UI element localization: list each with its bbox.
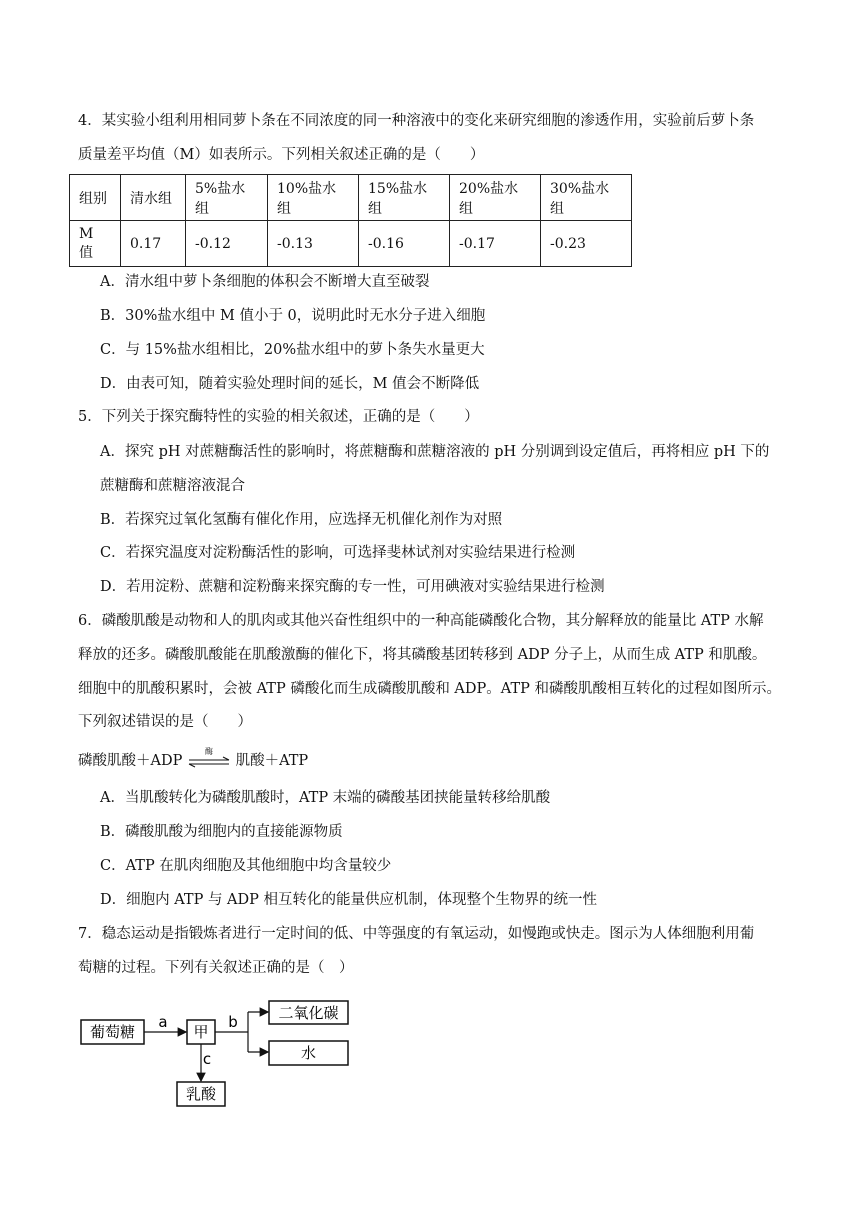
q6-stem-line3: 细胞中的肌酸积累时，会被 ATP 磷酸化而生成磷酸肌酸和 ADP。ATP 和磷酸肌酸相互转化的过程如图所示。 xyxy=(78,681,781,697)
q5-option-b: B．若探究过氧化氢酶有催化作用，应选择无机催化剂作为对照 xyxy=(100,512,503,528)
q4-option-a: A．清水组中萝卜条细胞的体积会不断增大直至破裂 xyxy=(100,274,430,290)
q4-option-c: C．与 15%盐水组相比，20%盐水组中的萝卜条失水量更大 xyxy=(100,342,485,358)
table-cell: M 值 xyxy=(70,221,121,267)
q6-option-c: C．ATP 在肌肉细胞及其他细胞中均含量较少 xyxy=(100,858,392,874)
table-cell: 组别 xyxy=(70,175,121,221)
label-b: b xyxy=(228,1013,238,1031)
q5-option-d: D．若用淀粉、蔗糖和淀粉酶来探究酶的专一性，可用碘液对实验结果进行检测 xyxy=(100,579,605,595)
equation-left: 磷酸肌酸＋ADP xyxy=(78,753,183,769)
q6-option-d: D．细胞内 ATP 与 ADP 相互转化的能量供应机制，体现整个生物界的统一性 xyxy=(100,892,598,908)
equation-right: 肌酸＋ATP xyxy=(235,753,309,769)
reversible-arrow-icon xyxy=(187,747,231,772)
table-cell: 0.17 xyxy=(121,221,186,267)
q5-option-a-line1: A．探究 pH 对蔗糖酶活性的影响时，将蔗糖酶和蔗糖溶液的 pH 分别调到设定值后，再将相应 pH 下的 xyxy=(100,444,770,460)
q4-data-table xyxy=(69,174,632,267)
label-c: c xyxy=(202,1050,212,1068)
q4-stem-line1: 4．某实验小组利用相同萝卜条在不同浓度的同一种溶液中的变化来研究细胞的渗透作用，实验前后萝卜条 xyxy=(78,113,755,129)
q5-option-c: C．若探究温度对淀粉酶活性的影响，可选择斐林试剂对实验结果进行检测 xyxy=(100,545,576,561)
q7-stem-line1: 7．稳态运动是指锻炼者进行一定时间的低、中等强度的有氧运动，如慢跑或快走。图示为人体细胞利用葡 xyxy=(78,926,755,942)
table-cell: 5%盐水组 xyxy=(186,175,268,221)
table-row xyxy=(70,221,632,267)
q6-reaction-equation xyxy=(78,747,309,772)
table-cell: -0.13 xyxy=(268,221,359,267)
q5-option-a-line2: 蔗糖酶和蔗糖溶液混合 xyxy=(100,478,245,494)
glucose-label: 葡萄糖 xyxy=(89,1023,136,1041)
table-cell: -0.16 xyxy=(359,221,450,267)
q7-glucose-metabolism-diagram xyxy=(70,1000,370,1115)
table-cell: 20%盐水组 xyxy=(450,175,541,221)
table-cell: 10%盐水组 xyxy=(268,175,359,221)
q7-stem-line2: 萄糖的过程。下列有关叙述正确的是（ ） xyxy=(78,960,354,976)
q4-option-d: D．由表可知，随着实验处理时间的延长，M 值会不断降低 xyxy=(100,376,480,392)
co2-label: 二氧化碳 xyxy=(278,1004,339,1022)
table-cell: 15%盐水组 xyxy=(359,175,450,221)
table-cell: 清水组 xyxy=(121,175,186,221)
q6-stem-line4: 下列叙述错误的是（ ） xyxy=(78,714,252,730)
label-a: a xyxy=(158,1013,168,1031)
q6-stem-line2: 释放的还多。磷酸肌酸能在肌酸激酶的催化下，将其磷酸基团转移到 ADP 分子上，从而生成 ATP 和肌酸。 xyxy=(78,647,767,663)
q4-option-b: B．30%盐水组中 M 值小于 0，说明此时无水分子进入细胞 xyxy=(100,308,486,324)
water-label: 水 xyxy=(300,1044,317,1062)
table-header-row xyxy=(70,175,632,221)
q5-stem: 5．下列关于探究酶特性的实验的相关叙述，正确的是（ ） xyxy=(78,409,479,425)
q6-stem-line1: 6．磷酸肌酸是动物和人的肌肉或其他兴奋性组织中的一种高能磷酸化合物，其分解释放的能量比 ATP 水解 xyxy=(78,613,764,629)
table-cell: -0.12 xyxy=(186,221,268,267)
lactic-acid-label: 乳酸 xyxy=(185,1085,217,1103)
table-cell: -0.17 xyxy=(450,221,541,267)
enzyme-label: 酶 xyxy=(204,747,213,756)
jia-label: 甲 xyxy=(193,1023,209,1041)
q6-option-b: B．磷酸肌酸为细胞内的直接能源物质 xyxy=(100,824,343,840)
q4-stem-line2: 质量差平均值（M）如表所示。下列相关叙述正确的是（ ） xyxy=(78,147,485,163)
table-cell: 30%盐水组 xyxy=(541,175,632,221)
table-cell: -0.23 xyxy=(541,221,632,267)
q6-option-a: A．当肌酸转化为磷酸肌酸时，ATP 末端的磷酸基团挟能量转移给肌酸 xyxy=(100,790,551,806)
